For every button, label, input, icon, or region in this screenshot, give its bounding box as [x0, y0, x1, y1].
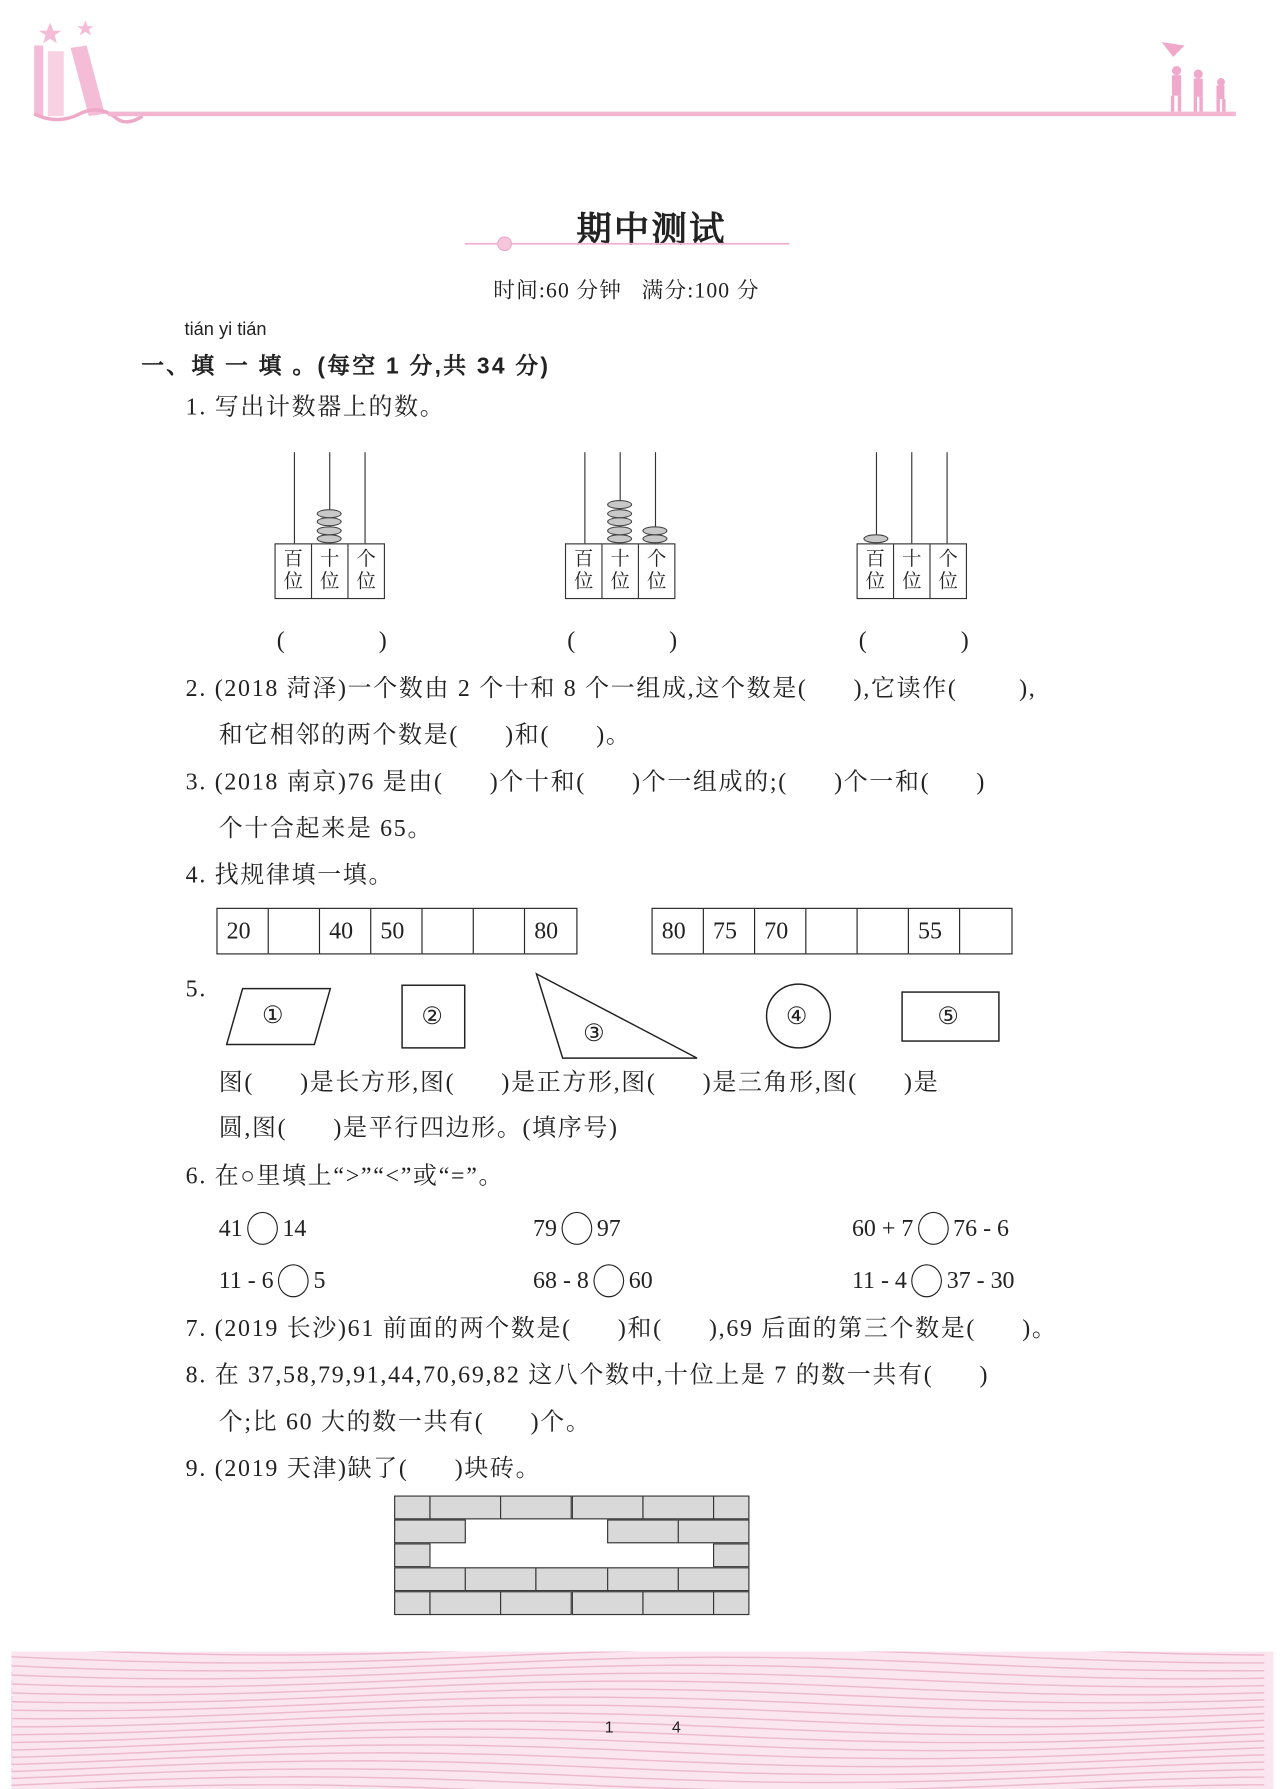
- right-expression: 37 - 30: [946, 1266, 1015, 1294]
- answer-circle[interactable]: [593, 1264, 624, 1297]
- children-kite-icon: [1162, 42, 1226, 111]
- sequence-blank-cell[interactable]: [806, 909, 857, 953]
- sequence-cell: 80: [534, 916, 559, 945]
- question-7: 7. (2019 长沙)61 前面的两个数是( )和( ),69 后面的第三个数是( )。: [185, 1314, 1058, 1342]
- abacus-rod: [364, 452, 365, 543]
- question-8-line-1: 8. 在 37,58,79,91,44,70,69,82 这八个数中,十位上是 7 的数一共有( ): [185, 1361, 990, 1389]
- brick: [642, 1496, 714, 1520]
- sequence-cell: 55: [909, 909, 960, 953]
- section-heading: 一、填 一 填 。(每空 1 分,共 34 分): [141, 354, 551, 380]
- comparison-item: [852, 1264, 1015, 1297]
- abacus-rod: [947, 452, 948, 543]
- wave-line: [11, 1652, 1264, 1655]
- sequence-table-2: [652, 908, 1013, 955]
- sequence-cell: 40: [320, 909, 371, 953]
- place-value-labels: [274, 543, 384, 599]
- abacus-bead: [642, 526, 667, 535]
- abacus: [274, 452, 384, 600]
- answer-blank[interactable]: ( ): [567, 626, 679, 654]
- footer-band: [11, 1652, 1273, 1789]
- answer-circle[interactable]: [247, 1212, 278, 1245]
- answer-blank[interactable]: ( ): [858, 626, 971, 654]
- brick: [430, 1496, 502, 1520]
- place-label: 百 位: [566, 544, 602, 598]
- wave-line: [11, 1705, 1264, 1719]
- comparison-item: [852, 1212, 1009, 1245]
- shape-label-2: ②: [421, 1002, 443, 1030]
- brick: [394, 1519, 466, 1543]
- question-9: 9. (2019 天津)缺了( )块砖。: [185, 1454, 542, 1482]
- header-rule: [108, 112, 1236, 117]
- abacus-bead: [317, 526, 342, 535]
- comparison-item: [533, 1264, 653, 1297]
- abacus-bead: [317, 517, 342, 526]
- wave-line: [11, 1681, 1264, 1695]
- sequence-cell: 20: [218, 909, 269, 953]
- exam-info: 时间:60 分钟 满分:100 分: [493, 279, 760, 303]
- question-3-line-2: 个十合起来是 65。: [218, 814, 434, 842]
- answer-circle[interactable]: [562, 1212, 593, 1245]
- brick: [430, 1591, 502, 1615]
- section-pinyin: tián yi tián: [184, 320, 267, 340]
- sequence-blank-cell[interactable]: [423, 909, 474, 953]
- right-expression: 14: [282, 1214, 307, 1242]
- question-5-label: 5.: [185, 974, 208, 1003]
- triangle-shape: [536, 974, 697, 1058]
- right-expression: 97: [596, 1214, 621, 1242]
- brick: [677, 1567, 749, 1591]
- abacus-bead: [863, 534, 888, 543]
- brick: [713, 1543, 750, 1567]
- abacus-bead: [317, 509, 342, 518]
- sequence-cell: 50: [371, 909, 422, 953]
- place-label: 百 位: [276, 544, 312, 598]
- answer-circle[interactable]: [911, 1264, 942, 1297]
- brick: [571, 1591, 643, 1615]
- shape-label-4: ④: [785, 1002, 808, 1030]
- abacus-bead: [607, 500, 632, 509]
- wave-line: [11, 1665, 1264, 1679]
- wave-line: [11, 1713, 1264, 1727]
- place-label: 个 位: [356, 547, 376, 593]
- place-label: 百 位: [858, 544, 894, 598]
- brick: [536, 1567, 608, 1591]
- wave-line: [11, 1769, 1264, 1783]
- shape-label-3: ③: [583, 1019, 605, 1047]
- brick: [607, 1519, 679, 1543]
- right-expression: 76 - 6: [953, 1214, 1009, 1242]
- left-expression: 79: [533, 1214, 557, 1242]
- abacus-rod: [911, 452, 912, 543]
- sequence-blank-cell[interactable]: [474, 909, 525, 953]
- place-label: 个 位: [938, 547, 958, 593]
- comparison-item: [533, 1212, 621, 1245]
- brick: [713, 1591, 750, 1615]
- place-label: 十 位: [603, 544, 639, 598]
- shape-label-1: ①: [261, 1001, 284, 1029]
- answer-circle[interactable]: [918, 1212, 949, 1245]
- brick: [642, 1591, 714, 1615]
- sequence-blank-cell[interactable]: [858, 909, 909, 953]
- brick: [394, 1591, 431, 1615]
- sequence-blank-cell[interactable]: [960, 909, 1011, 953]
- brick: [465, 1567, 537, 1591]
- sequence-cell: 75: [704, 909, 755, 953]
- comparison-item: [219, 1264, 326, 1297]
- question-4: 4. 找规律填一填。: [185, 861, 395, 889]
- sequence-table-1: [216, 908, 577, 955]
- page-title: 期中测试: [576, 209, 727, 250]
- left-expression: 11 - 4: [851, 1266, 907, 1294]
- books-icon: [34, 21, 142, 122]
- right-expression: 5: [313, 1266, 326, 1294]
- left-expression: 11 - 6: [218, 1266, 274, 1294]
- question-5-line-1: 图( )是长方形,图( )是正方形,图( )是三角形,图( )是: [218, 1068, 940, 1096]
- question-6: 6. 在○里填上“>”“<”或“=”。: [185, 1161, 505, 1190]
- wave-line: [11, 1729, 1264, 1743]
- wave-line: [11, 1689, 1264, 1703]
- sequence-cell: 70: [755, 909, 806, 953]
- page-number-digit: 4: [672, 1717, 681, 1736]
- question-8-line-2: 个;比 60 大的数一共有( )个。: [218, 1407, 592, 1436]
- brick: [713, 1496, 750, 1520]
- wave-line: [11, 1697, 1264, 1711]
- abacus-bead: [607, 526, 632, 535]
- answer-blank[interactable]: ( ): [276, 626, 389, 654]
- abacus-rod: [584, 452, 585, 543]
- place-label: 个 位: [646, 547, 667, 593]
- page-number-digit: 1: [604, 1717, 614, 1736]
- wave-line: [11, 1673, 1264, 1687]
- right-expression: 60: [628, 1266, 653, 1294]
- left-expression: 41: [218, 1214, 243, 1242]
- abacus: [857, 452, 967, 600]
- question-2-line-2: 和它相邻的两个数是( )和( )。: [218, 720, 632, 749]
- question-3-line-1: 3. (2018 南京)76 是由( )个十和( )个一组成的;( )个一和( ): [185, 767, 987, 796]
- brick: [394, 1543, 431, 1567]
- abacus-bead: [607, 534, 632, 543]
- left-expression: 60 + 7: [851, 1214, 914, 1242]
- abacus: [565, 452, 675, 600]
- abacus-bead: [317, 534, 342, 543]
- abacus-bead: [607, 517, 632, 526]
- brick: [500, 1591, 572, 1615]
- wave-pattern: [11, 1652, 1273, 1789]
- question-5-line-2: 圆,图( )是平行四边形。(填序号): [218, 1113, 619, 1142]
- abacus-rod: [876, 452, 877, 543]
- shape-label-5: ⑤: [937, 1002, 959, 1030]
- abacus-bead: [607, 509, 632, 518]
- brick: [394, 1567, 466, 1591]
- brick: [500, 1496, 572, 1520]
- comparison-item: [219, 1212, 307, 1245]
- place-value-labels: [857, 543, 967, 599]
- sequence-cell: 80: [653, 909, 704, 953]
- sequence-blank-cell[interactable]: [269, 909, 320, 953]
- brick: [607, 1567, 679, 1591]
- brick: [571, 1496, 643, 1520]
- answer-circle[interactable]: [278, 1264, 309, 1297]
- brick: [394, 1496, 431, 1520]
- title-underline: [456, 235, 798, 253]
- abacus-rod: [294, 452, 295, 543]
- left-expression: 68 - 8: [533, 1266, 589, 1294]
- abacus-bead: [642, 534, 667, 543]
- header-decoration: [0, 0, 1287, 148]
- place-label: 十 位: [312, 544, 348, 598]
- question-1: 1. 写出计数器上的数。: [185, 392, 446, 421]
- brick: [677, 1519, 749, 1543]
- place-value-labels: [565, 543, 675, 599]
- question-2-line-1: 2. (2018 菏泽)一个数由 2 个十和 8 个一组成,这个数是( ),它读作( ),: [185, 674, 1037, 702]
- place-label: 十 位: [894, 544, 930, 598]
- wave-line: [11, 1737, 1264, 1751]
- wave-line: [11, 1652, 1264, 1663]
